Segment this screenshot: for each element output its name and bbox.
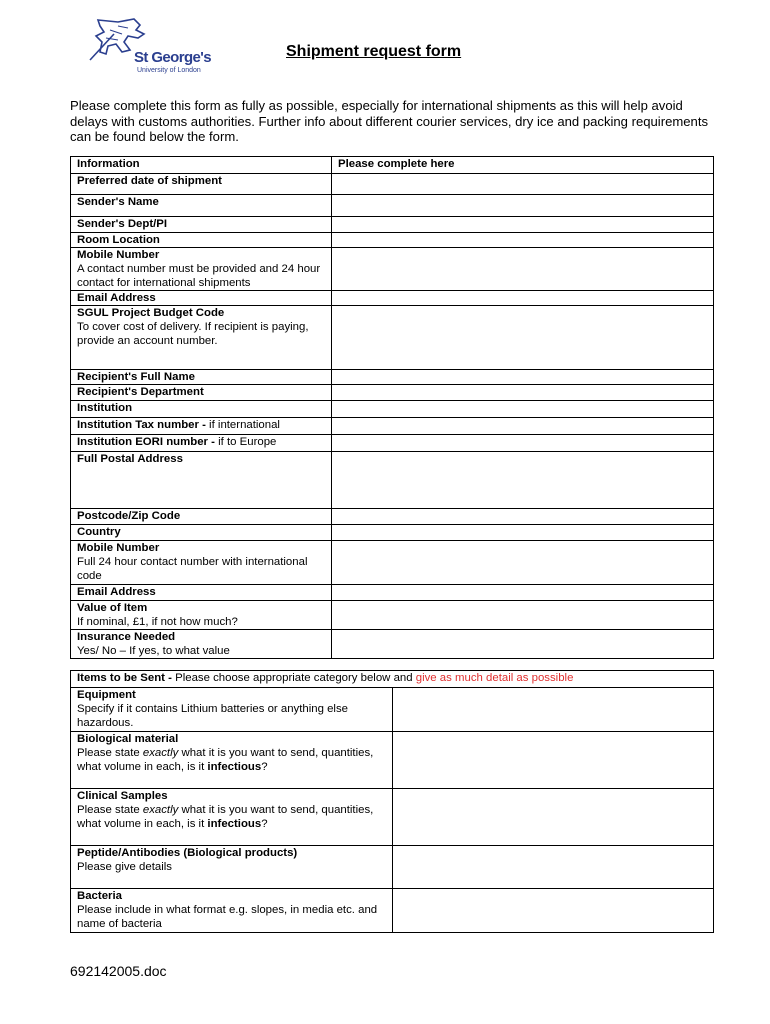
field-input-cell[interactable] [332,630,714,659]
items-header-bold: Items to be Sent - [77,672,176,684]
item-category-cell [71,688,393,732]
item-category-label: Equipment [77,689,136,701]
field-input-cell[interactable] [332,435,714,452]
field-note: A contact number must be provided and 24 hour contact for international shipments [77,263,321,289]
note-fragment: Please state [77,747,143,759]
table-row [71,418,714,435]
note-fragment: infectious [207,818,262,830]
field-label-cell [71,418,332,435]
field-label: Institution EORI number - [77,436,219,448]
field-label-cell [71,509,332,525]
table-row [71,688,714,732]
field-input-cell[interactable] [332,174,714,195]
item-category-note [77,702,392,730]
field-label-cell [71,217,332,233]
item-category-note [77,803,392,831]
field-label: Postcode/Zip Code [77,510,181,522]
table-row [71,601,714,630]
field-input-cell[interactable] [332,541,714,585]
university-logo [88,16,223,80]
complete-here-header: Please complete here [332,157,714,174]
table-row [71,452,714,509]
field-label-cell [71,630,332,659]
field-label: Mobile Number [77,542,160,554]
field-label-cell [71,541,332,585]
field-input-cell[interactable] [332,217,714,233]
table-row [71,370,714,385]
item-category-label: Bacteria [77,890,122,902]
field-input-cell[interactable] [332,418,714,435]
table-row [71,509,714,525]
note-fragment: Please include in what format e.g. slopes, in media etc. and name of bacteria [77,904,378,930]
field-label-cell [71,401,332,418]
field-label: Institution [77,402,133,414]
field-label-cell [71,291,332,306]
items-header-emphasis: give as much detail as possible [415,672,574,684]
field-label-cell [71,601,332,630]
items-header [71,671,714,688]
field-label: Recipient's Department [77,386,204,398]
note-fragment: Please give details [77,861,172,873]
field-input-cell[interactable] [332,385,714,401]
table-row [71,435,714,452]
field-note: To cover cost of delivery. If recipient is paying, provide an account number. [77,321,309,347]
field-label: Sender's Name [77,196,159,208]
table-row [71,174,714,195]
note-fragment: ? [261,761,268,773]
information-header: Information [71,157,332,174]
item-category-label: Clinical Samples [77,790,168,802]
document-filename: 692142005.doc [70,963,167,979]
field-input-cell[interactable] [332,370,714,385]
item-details-input-cell[interactable] [392,732,714,789]
item-details-input-cell[interactable] [392,846,714,889]
note-fragment: Specify if it contains Lithium batteries or anything else hazardous. [77,703,348,729]
item-category-note [77,903,392,931]
items-header-text: Please choose appropriate category below and [175,672,416,684]
item-details-input-cell[interactable] [392,688,714,732]
field-label: Sender's Dept/PI [77,218,168,230]
table-row [71,789,714,846]
field-label: Room Location [77,234,160,246]
table-row [71,195,714,217]
field-label-cell [71,452,332,509]
field-label-cell [71,233,332,248]
field-label-cell [71,306,332,370]
field-input-cell[interactable] [332,601,714,630]
table-row [71,306,714,370]
items-header-row [71,671,714,688]
table-row [71,541,714,585]
note-fragment: infectious [207,761,262,773]
table-row [71,401,714,418]
field-input-cell[interactable] [332,452,714,509]
table-row [71,217,714,233]
field-input-cell[interactable] [332,195,714,217]
items-table [70,670,714,933]
table-row [71,525,714,541]
note-fragment: ? [261,818,268,830]
field-label-cell [71,370,332,385]
item-details-input-cell[interactable] [392,889,714,933]
page-title: Shipment request form [286,43,462,60]
table-row [71,630,714,659]
table-row [71,585,714,601]
item-category-cell [71,889,393,933]
field-label: Email Address [77,586,156,598]
table-row [71,385,714,401]
field-label-cell [71,248,332,291]
item-category-label: Peptide/Antibodies (Biological products) [77,847,298,859]
table-row [71,846,714,889]
field-label-cell [71,585,332,601]
note-fragment: exactly [142,804,179,816]
field-input-cell[interactable] [332,248,714,291]
item-category-cell [71,846,393,889]
field-input-cell[interactable] [332,233,714,248]
field-label: Institution Tax number - [77,419,210,431]
field-note: Yes/ No – If yes, to what value [77,645,230,657]
item-category-cell [71,789,393,846]
field-input-cell[interactable] [332,306,714,370]
item-category-note [77,860,392,874]
table-row [71,291,714,306]
field-note: Full 24 hour contact number with international code [77,556,308,582]
field-input-cell[interactable] [332,525,714,541]
field-input-cell[interactable] [332,401,714,418]
field-label: SGUL Project Budget Code [77,307,225,319]
field-label: Value of Item [77,602,148,614]
field-label: Country [77,526,121,538]
field-label: Email Address [77,292,156,304]
field-label: Preferred date of shipment [77,175,222,187]
logo-subtitle: University of London [137,67,201,74]
table-row [71,233,714,248]
item-category-cell [71,732,393,789]
field-label: Insurance Needed [77,631,176,643]
field-label-suffix: if international [209,419,280,431]
note-fragment: exactly [142,747,179,759]
table-header-row [71,157,714,174]
field-label-suffix: if to Europe [218,436,277,448]
field-note: If nominal, £1, if not how much? [77,616,238,628]
field-label-cell [71,385,332,401]
field-input-cell[interactable] [332,585,714,601]
item-category-label: Biological material [77,733,179,745]
field-input-cell[interactable] [332,509,714,525]
field-label-cell [71,195,332,217]
item-details-input-cell[interactable] [392,789,714,846]
field-label: Full Postal Address [77,453,183,465]
shipment-info-table [70,156,714,659]
field-label-cell [71,525,332,541]
note-fragment: what it is you want to send, quantities, what volume in each, is it [77,804,374,830]
intro-paragraph: Please complete this form as fully as possible, especially for international shipments as this will help avoid delays with customs authorities. Further info about different courier services, dry ice and packing requirements can be found below the form. [70,98,709,145]
logo-name: St George's [134,49,211,66]
note-fragment: what it is you want to send, quantities, what volume in each, is it [77,747,374,773]
item-category-note [77,746,392,774]
note-fragment: Please state [77,804,143,816]
table-row [71,889,714,933]
field-label-cell [71,174,332,195]
field-input-cell[interactable] [332,291,714,306]
table-row [71,248,714,291]
table-row [71,732,714,789]
field-label-cell [71,435,332,452]
field-label: Mobile Number [77,249,160,261]
field-label: Recipient's Full Name [77,371,195,383]
